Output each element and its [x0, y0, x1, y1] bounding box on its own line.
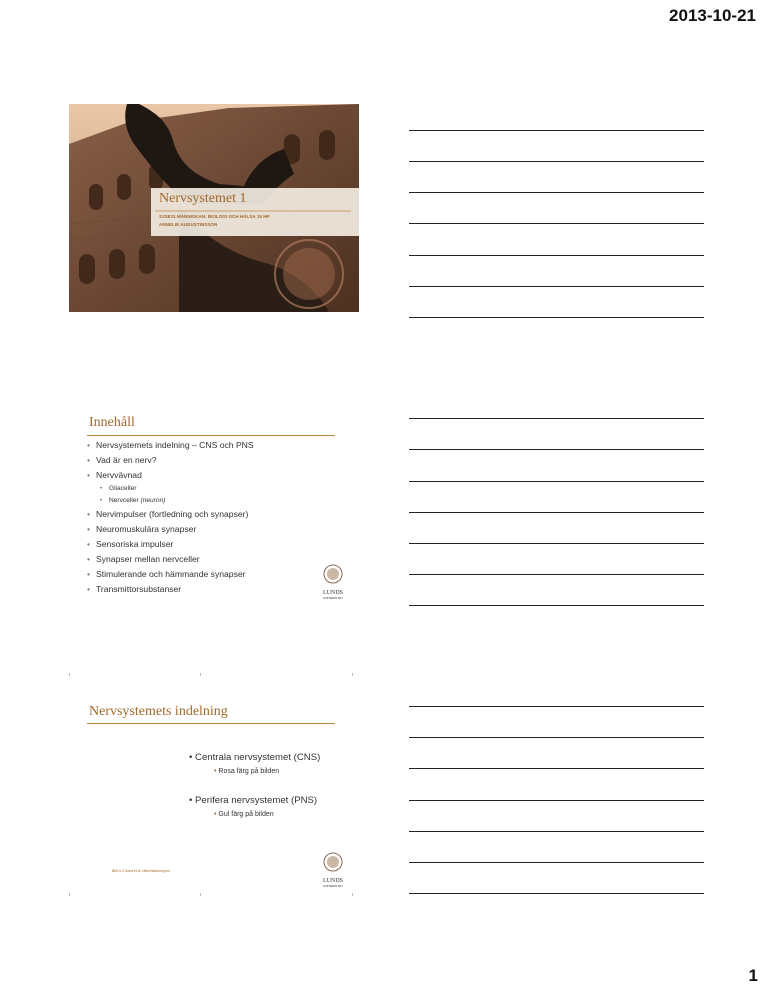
logo-subtext: UNIVERSITET [323, 884, 343, 888]
slide-2-title-rule [87, 435, 335, 436]
slide-background-photo [69, 104, 359, 312]
slide-2-bullet-list [87, 438, 254, 597]
image-caption: Bild 4.4 Sand et al. Människokroppen [112, 869, 170, 873]
slide-3-division [69, 680, 359, 888]
logo-wordmark: LUNDS [322, 878, 343, 884]
note-line [409, 481, 704, 482]
note-line [409, 192, 704, 193]
university-logo [318, 852, 348, 888]
logo-wordmark: LUNDS [322, 590, 343, 596]
crop-mark [200, 893, 201, 896]
note-line [409, 862, 704, 863]
note-line [409, 418, 704, 419]
list-item: • Nervsystemets indelning – CNS och PNS [87, 438, 254, 453]
note-line [409, 574, 704, 575]
list-item: • Rosa färg på bilden [214, 768, 280, 775]
list-item: • Vad är en nerv? [87, 453, 254, 468]
note-line [409, 605, 704, 606]
note-line [409, 130, 704, 131]
note-line [409, 706, 704, 707]
list-item: • Nervvävnad [87, 468, 254, 483]
university-logo [318, 564, 348, 600]
note-line [409, 449, 704, 450]
list-item: • Gliaceller [87, 483, 254, 495]
note-line [409, 255, 704, 256]
list-item: • Synapser mellan nervceller [87, 552, 254, 567]
list-item: • Stimulerande och hämmande synapser [87, 567, 254, 582]
crop-mark [69, 673, 70, 676]
university-seal-icon [318, 564, 348, 586]
note-line [409, 512, 704, 513]
list-item: • Perifera nervsystemet (PNS) [189, 795, 318, 806]
note-line [409, 286, 704, 287]
crop-mark [352, 673, 353, 676]
list-item: • Centrala nervsystemet (CNS) [189, 752, 321, 763]
note-line [409, 737, 704, 738]
list-item: • Sensoriska impulser [87, 537, 254, 552]
slide-3-title: Nervsystemets indelning [89, 704, 228, 719]
slide-2-title: Innehåll [89, 415, 135, 430]
crop-mark [352, 893, 353, 896]
page-number: 1 [748, 966, 758, 985]
note-line [409, 893, 704, 894]
slide-1-title [69, 104, 359, 312]
note-line [409, 543, 704, 544]
note-line [409, 831, 704, 832]
note-line [409, 768, 704, 769]
slide-1-author: ANNELIE AUGUSTINSSON [159, 222, 218, 227]
slide-1-course: SJSE11 MÄNNISKAN: BIOLOGI OCH HÄLSA 15 HP [159, 214, 270, 219]
list-item: • Gul färg på bilden [214, 811, 274, 818]
university-seal-icon [318, 852, 348, 874]
list-item: • Nervimpulser (fortledning och synapser) [87, 507, 254, 522]
list-item: • Neuromuskulära synapser [87, 522, 254, 537]
note-line [409, 800, 704, 801]
slide-3-title-rule [87, 723, 335, 724]
list-item: • Transmittorsubstanser [87, 582, 254, 597]
note-line [409, 223, 704, 224]
crop-mark [69, 893, 70, 896]
slide-1-title-text: Nervsystemet 1 [159, 191, 247, 206]
crop-mark [200, 673, 201, 676]
list-item: • Nervceller (neuron) [87, 495, 254, 507]
date-header: 2013-10-21 [669, 6, 756, 25]
slide-2-contents [69, 400, 359, 608]
note-line [409, 161, 704, 162]
note-line [409, 317, 704, 318]
logo-subtext: UNIVERSITET [323, 596, 343, 600]
